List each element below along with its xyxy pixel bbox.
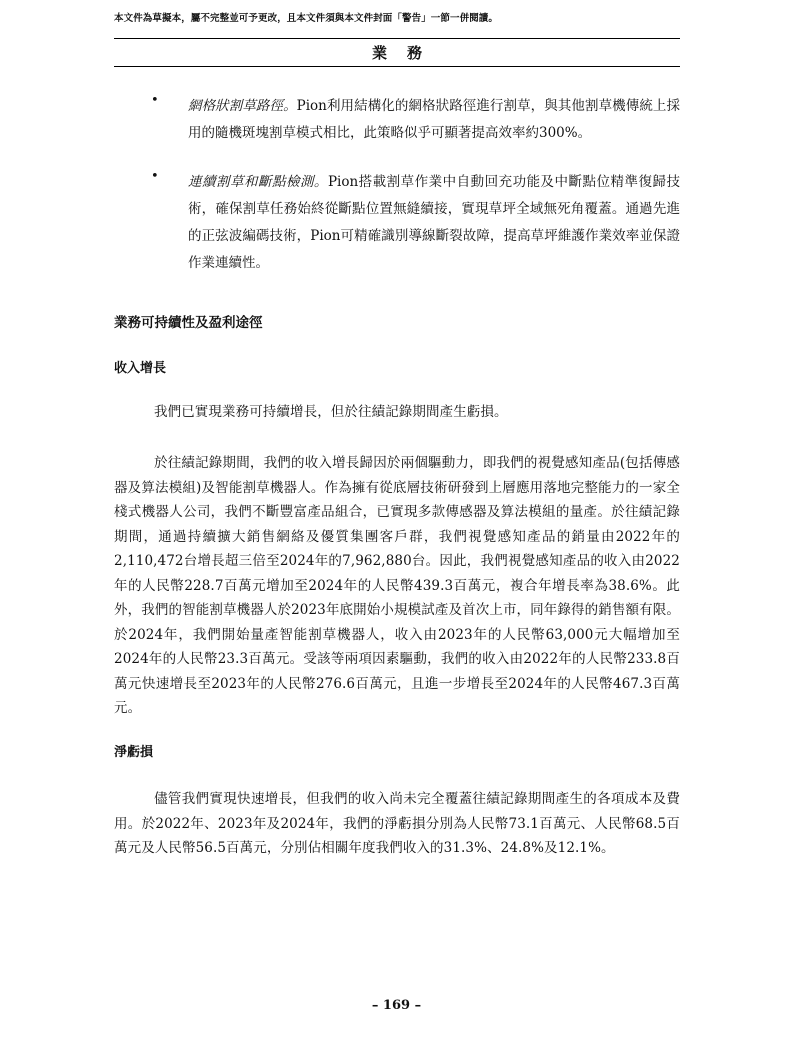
list-item	[114, 169, 680, 277]
net-loss-body: 儘管我們實現快速增長，但我們的收入尚未完全覆蓋往績記錄期間產生的各項成本及費用。於2022年、2023年及2024年，我們的淨虧損分別為人民幣73.1百萬元、人民幣68.5百萬元及人民幣56.5百萬元，分別佔相關年度我們收入的31.3%、24.8%及12.1%。	[114, 791, 680, 856]
bullet-text	[188, 169, 680, 277]
bullet-text	[188, 93, 680, 147]
header-rule-top	[114, 38, 680, 39]
bullet-title: 連續割草和斷點檢測。	[188, 174, 328, 190]
bullet-body: Pion搭載割草作業中自動回充功能及中斷點位精準復歸技術，確保割草任務始終從斷點位置無縫續接，實現草坪全域無死角覆蓋。通過先進的正弦波編碼技術，Pion可精確識別導線斷裂故障，提高草坪維護作業效率並保證作業連續性。	[188, 174, 680, 271]
revenue-growth-intro: 我們已實現業務可持續增長，但於往績記錄期間產生虧損。	[154, 404, 508, 420]
net-loss-heading: 淨虧損	[114, 745, 154, 760]
header-rule-bottom	[114, 66, 680, 67]
revenue-growth-body: 於往績記錄期間，我們的收入增長歸因於兩個驅動力，即我們的視覺感知產品(包括傳感器及算法模組)及智能割草機器人。作為擁有從底層技術研發到上層應用落地完整能力的一家全棧式機器人公司，我們不斷豐富產品組合，已實現多款傳感器及算法模組的量產。於往績記錄期間，通過持續擴大銷售網絡及優質集團客戶群，我們視覺感知產品的銷量由2022年的2,110,472台增長超三倍至2024年的7,962,880台。因此，我們視覺感知產品的收入由2022年的人民幣228.7百萬元增加至2024年的人民幣439.3百萬元，複合年增長率為38.6%。此外，我們的智能割草機器人於2023年底開始小規模試產及首次上市，同年錄得的銷售額有限。於2024年，我們開始量產智能割草機器人，收入由2023年的人民幣63,000元大幅增加至2024年的人民幣23.3百萬元。受該等兩項因素驅動，我們的收入由2022年的人民幣233.8百萬元快速增長至2023年的人民幣276.6百萬元，且進一步增長至2024年的人民幣467.3百萬元。	[114, 455, 680, 716]
bullet-icon: •	[151, 169, 159, 184]
section-title: 業務	[371, 44, 442, 62]
main-heading: 業務可持續性及盈利途徑	[114, 315, 263, 331]
revenue-growth-heading: 收入增長	[114, 361, 167, 376]
list-item	[114, 93, 680, 147]
page-number: – 169 –	[371, 998, 422, 1013]
bullet-body: Pion利用結構化的網格狀路徑進行割草，與其他割草機傳統上採用的隨機斑塊割草模式相比，此策略似乎可顯著提高效率約300%。	[188, 98, 680, 141]
bullet-title: 網格狀割草路徑。	[188, 98, 297, 114]
feature-bullet-list	[114, 93, 680, 299]
bullet-icon: •	[151, 93, 159, 108]
draft-disclaimer: 本文件為草擬本，屬不完整並可予更改，且本文件須與本文件封面「警告」一節一併閱讀。	[114, 13, 499, 24]
